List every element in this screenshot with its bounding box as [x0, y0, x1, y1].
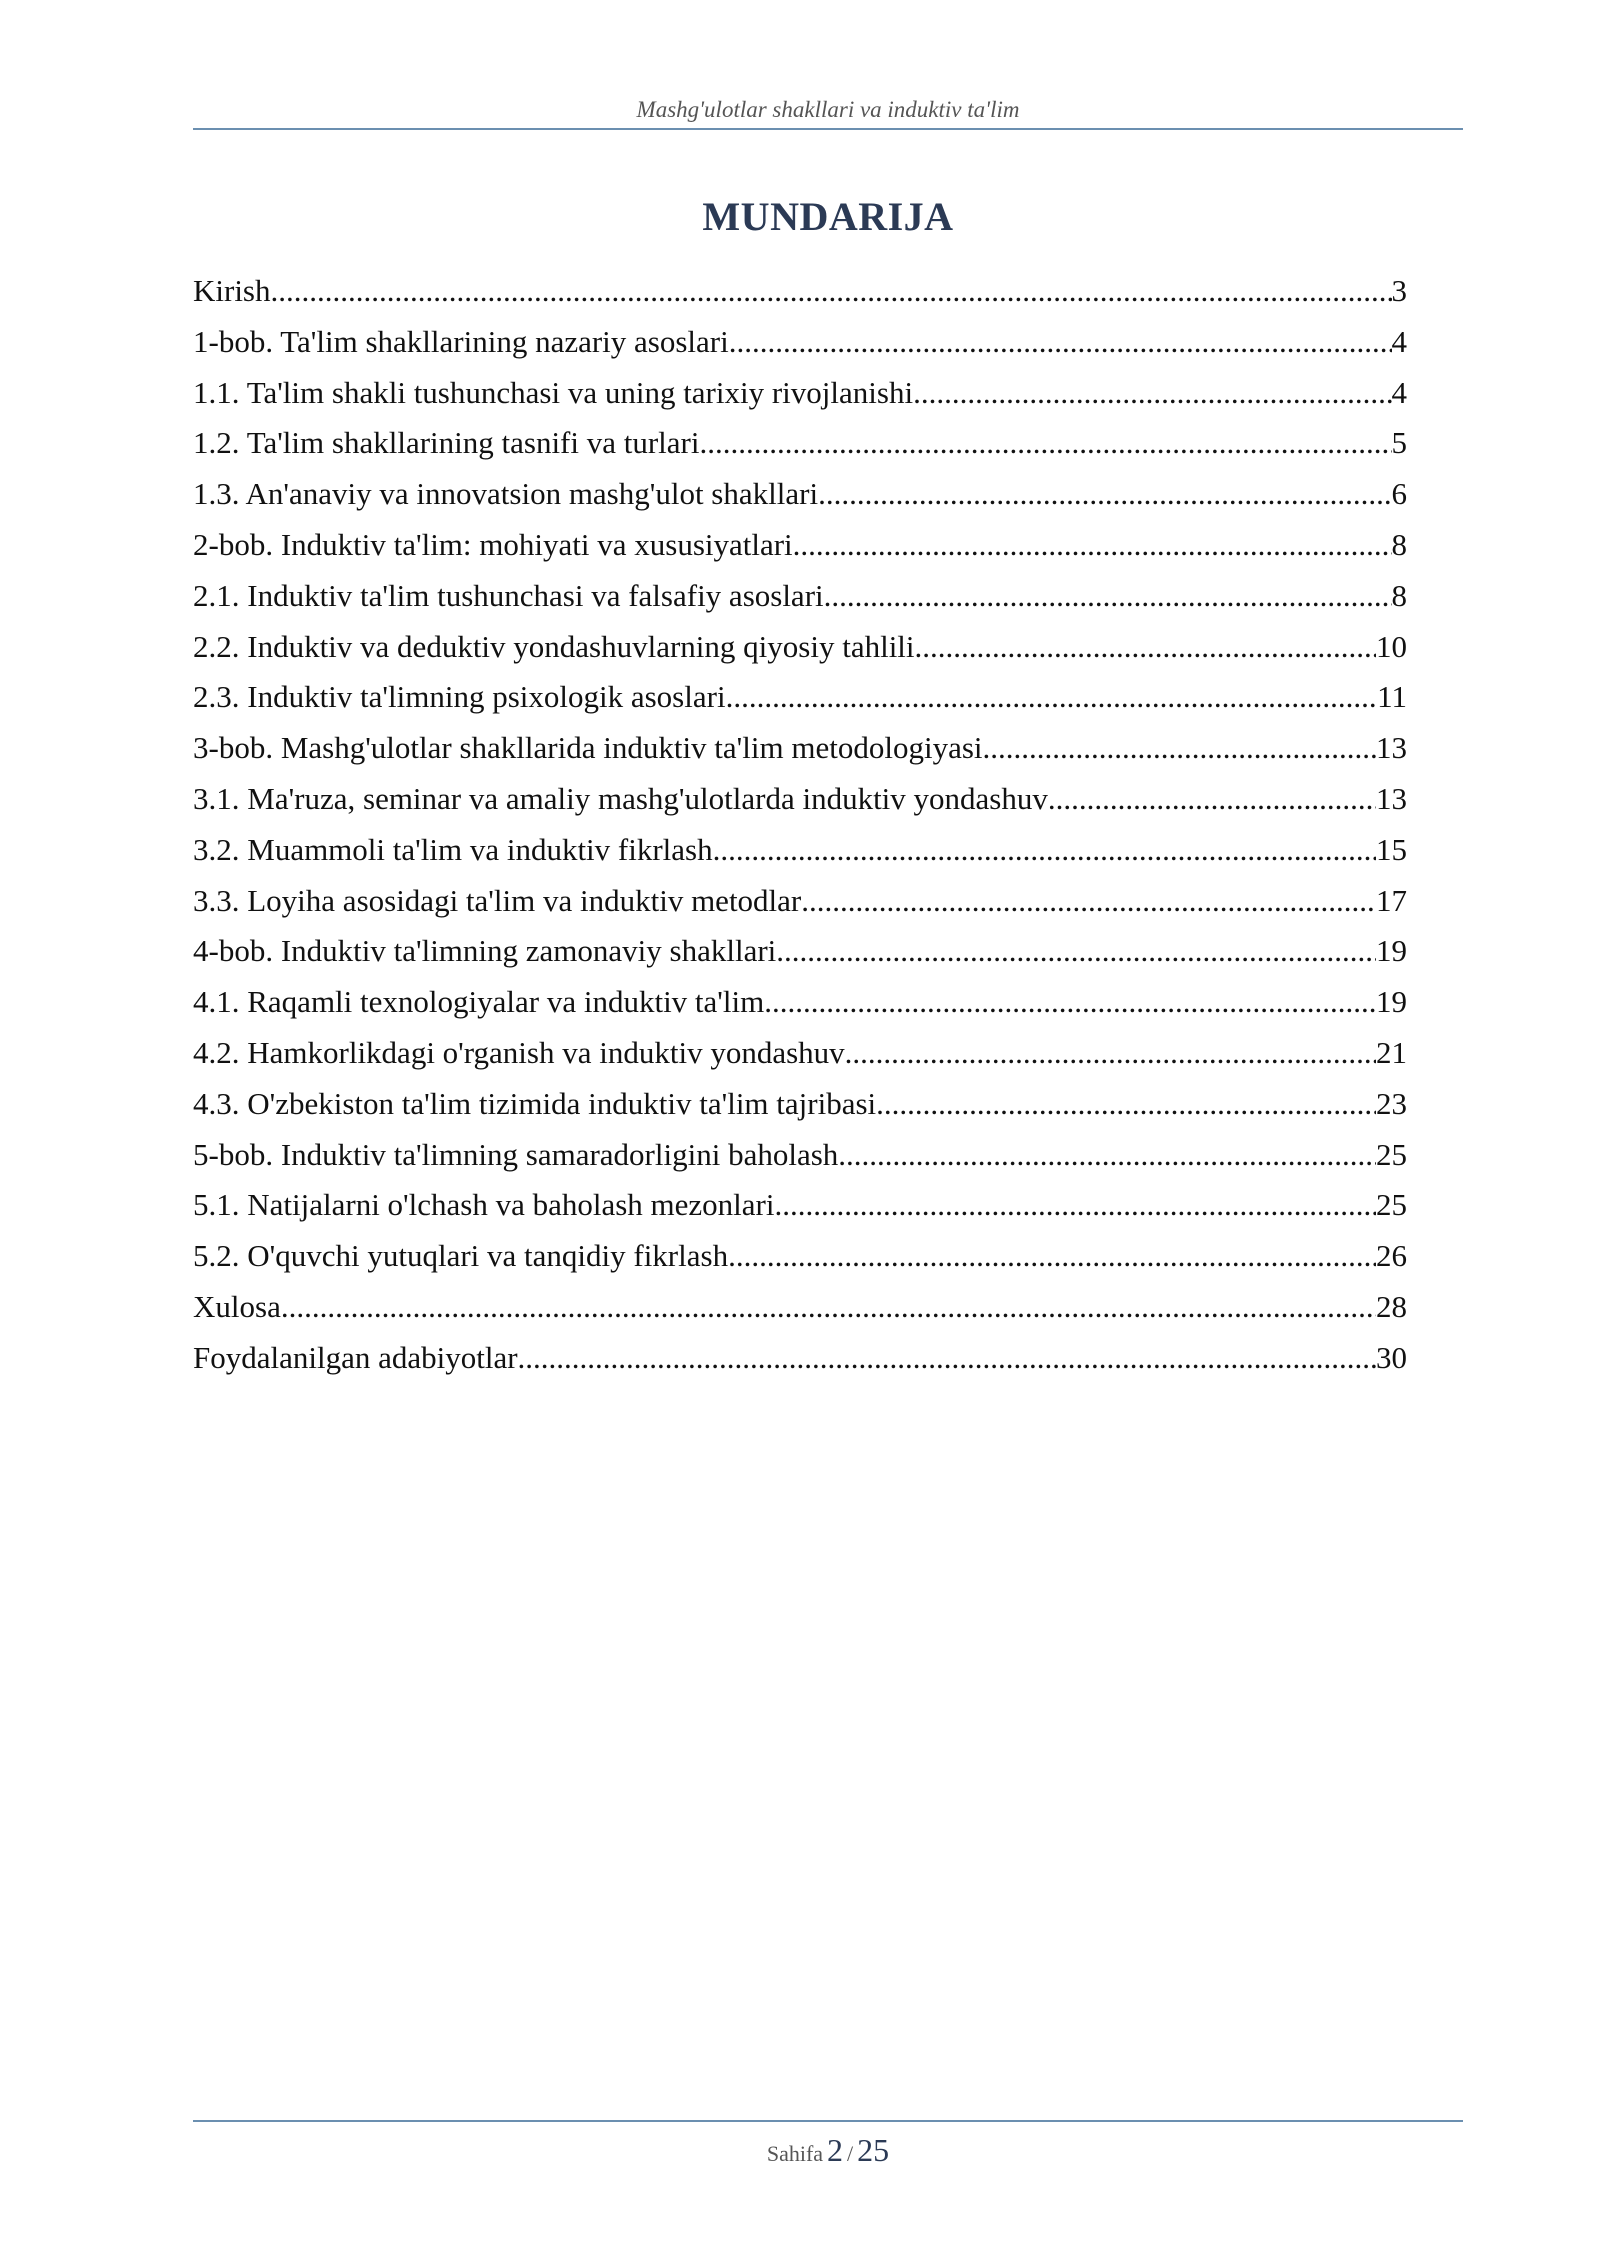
toc-dot-leader [876, 1079, 1376, 1130]
toc-dot-leader [1048, 774, 1376, 825]
toc-entry[interactable] [193, 622, 1407, 673]
toc-entry[interactable] [193, 469, 1407, 520]
toc-entry[interactable] [193, 1180, 1407, 1231]
current-page-number: 2 [827, 2132, 844, 2168]
toc-entry[interactable] [193, 825, 1407, 876]
toc-title: MUNDARIJA [702, 194, 954, 239]
toc-entry-page: 23 [1376, 1085, 1407, 1121]
toc-entry[interactable] [193, 368, 1407, 419]
toc-entry-label: 1.2. Ta'lim shakllarining tasnifi va turlari [193, 425, 700, 461]
toc-entry[interactable] [193, 520, 1407, 571]
toc-dot-leader [700, 418, 1392, 469]
toc-entry-page: 10 [1376, 628, 1407, 664]
toc-entry-label: 3-bob. Mashg'ulotlar shakllarida induktiv ta'lim metodologiyasi [193, 730, 983, 766]
toc-entry-label: Kirish [193, 273, 271, 308]
page-label: Sahifa [766, 2141, 824, 2166]
toc-entry-page: 30 [1376, 1339, 1407, 1375]
toc-entry-label: 5.1. Natijalarni o'lchash va baholash mezonlari [193, 1187, 775, 1223]
toc-dot-leader [824, 571, 1392, 622]
toc-entry[interactable] [193, 1231, 1407, 1282]
toc-entry-label: 3.1. Ma'ruza, seminar va amaliy mashg'ulotlarda induktiv yondashuv [193, 780, 1048, 816]
toc-entry-label: 1.3. An'anaviy va innovatsion mashg'ulot shakllari [193, 476, 819, 512]
header-rule [193, 128, 1463, 130]
table-of-contents [193, 266, 1407, 1384]
footer-rule [193, 2120, 1463, 2122]
toc-entry-page: 19 [1376, 933, 1407, 969]
toc-entry-label: Foydalanilgan adabiyotlar [193, 1339, 518, 1375]
toc-entry[interactable] [193, 1333, 1407, 1384]
toc-entry-page: 3 [1391, 273, 1407, 308]
toc-entry-label: 3.3. Loyiha asosidagi ta'lim va induktiv metodlar [193, 882, 802, 918]
toc-entry-label: 4.3. O'zbekiston ta'lim tizimida induktiv ta'lim tajribasi [193, 1085, 877, 1121]
running-header: Mashg'ulotlar shakllari va induktiv ta'lim [636, 97, 1020, 122]
toc-entry-label: 4.1. Raqamli texnologiyalar va induktiv ta'lim [193, 984, 765, 1020]
toc-entry-page: 5 [1391, 425, 1407, 461]
toc-entry-label: 1-bob. Ta'lim shakllarining nazariy asoslari [193, 323, 729, 359]
toc-dot-leader [518, 1333, 1376, 1384]
toc-entry-page: 4 [1391, 323, 1407, 359]
toc-entry[interactable] [193, 418, 1407, 469]
toc-entry-label: 1.1. Ta'lim shakli tushunchasi va uning tarixiy rivojlanishi [193, 374, 914, 410]
toc-dot-leader [281, 1282, 1376, 1333]
toc-entry-label: 3.2. Muammoli ta'lim va induktiv fikrlash [193, 831, 713, 867]
toc-entry[interactable] [193, 774, 1407, 825]
toc-dot-leader [764, 977, 1376, 1028]
toc-entry[interactable] [193, 672, 1407, 723]
toc-entry-label: 2.3. Induktiv ta'limning psixologik asoslari [193, 679, 726, 715]
toc-entry[interactable] [193, 1130, 1407, 1181]
toc-entry[interactable] [193, 977, 1407, 1028]
page-separator: / [847, 2141, 854, 2166]
toc-dot-leader [915, 622, 1376, 673]
toc-dot-leader [271, 266, 1392, 317]
toc-entry-label: 5.2. O'quvchi yutuqlari va tanqidiy fikrlash [193, 1238, 729, 1274]
toc-entry-page: 28 [1376, 1288, 1407, 1324]
toc-entry-page: 4 [1391, 374, 1407, 410]
toc-entry-label: 2.1. Induktiv ta'lim tushunchasi va falsafiy asoslari [193, 577, 824, 613]
toc-entry-page: 13 [1376, 730, 1407, 766]
toc-entry[interactable] [193, 1282, 1407, 1333]
toc-entry-page: 13 [1376, 780, 1407, 816]
toc-dot-leader [776, 926, 1376, 977]
toc-entry[interactable] [193, 266, 1407, 317]
toc-entry-page: 6 [1391, 476, 1407, 512]
toc-entry-page: 8 [1391, 577, 1407, 613]
toc-entry-page: 15 [1376, 831, 1407, 867]
toc-entry[interactable] [193, 876, 1407, 927]
toc-dot-leader [726, 672, 1378, 723]
toc-entry[interactable] [193, 1079, 1407, 1130]
toc-dot-leader [801, 876, 1376, 927]
toc-entry-page: 19 [1376, 984, 1407, 1020]
toc-entry-label: 5-bob. Induktiv ta'limning samaradorligini baholash [193, 1136, 839, 1172]
toc-entry-label: 4-bob. Induktiv ta'limning zamonaviy shakllari [193, 933, 777, 969]
toc-entry-page: 21 [1376, 1034, 1407, 1070]
toc-entry[interactable] [193, 723, 1407, 774]
toc-entry[interactable] [193, 317, 1407, 368]
toc-entry-page: 17 [1376, 882, 1407, 918]
toc-entry[interactable] [193, 571, 1407, 622]
toc-entry-label: Xulosa [193, 1288, 281, 1324]
toc-entry-page: 25 [1376, 1187, 1407, 1223]
toc-dot-leader [793, 520, 1392, 571]
toc-entry-page: 8 [1391, 526, 1407, 562]
toc-dot-leader [845, 1028, 1376, 1079]
page-footer [193, 2130, 1463, 2177]
toc-entry[interactable] [193, 926, 1407, 977]
toc-dot-leader [774, 1180, 1376, 1231]
toc-dot-leader [983, 723, 1376, 774]
toc-entry-label: 4.2. Hamkorlikdagi o'rganish va induktiv yondashuv [193, 1034, 845, 1070]
toc-entry-label: 2-bob. Induktiv ta'lim: mohiyati va xususiyatlari [193, 526, 793, 562]
toc-dot-leader [729, 317, 1392, 368]
toc-dot-leader [913, 368, 1391, 419]
toc-dot-leader [818, 469, 1391, 520]
toc-entry-label: 2.2. Induktiv va deduktiv yondashuvlarning qiyosiy tahlili [193, 628, 915, 664]
toc-entry-page: 11 [1377, 679, 1407, 715]
toc-dot-leader [838, 1130, 1376, 1181]
toc-entry-page: 25 [1376, 1136, 1407, 1172]
toc-entry-page: 26 [1376, 1238, 1407, 1274]
toc-dot-leader [728, 1231, 1376, 1282]
toc-dot-leader [713, 825, 1376, 876]
toc-entry[interactable] [193, 1028, 1407, 1079]
total-pages-number: 25 [857, 2132, 890, 2168]
